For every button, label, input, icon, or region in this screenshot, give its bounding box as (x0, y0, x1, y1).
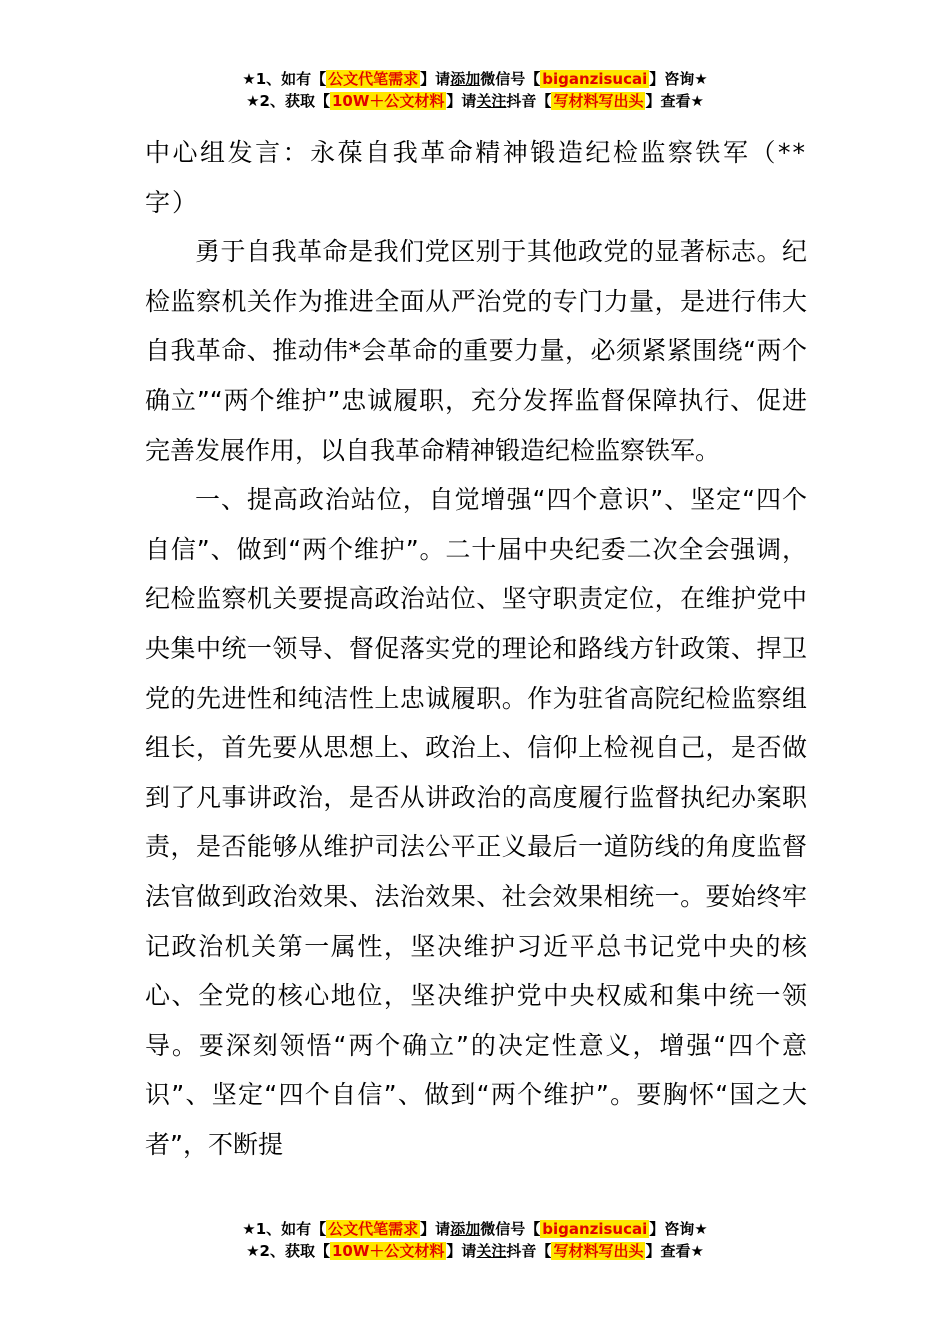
footer-banner (0, 1218, 950, 1262)
banner-text: ★2、获取【 (246, 92, 330, 110)
banner-text: 抖音【 (506, 92, 552, 110)
banner-highlight: 10W＋公文材料 (331, 1242, 445, 1260)
header-banner (0, 68, 950, 112)
banner-line-1 (0, 1218, 950, 1240)
banner-text: 微信号【 (480, 1220, 541, 1238)
banner-text: 】请 (446, 1242, 477, 1260)
banner-text: 】请 (420, 70, 451, 88)
banner-line-2 (0, 1240, 950, 1262)
banner-text: 】查看★ (645, 1242, 704, 1260)
banner-text: 微信号【 (480, 70, 541, 88)
document-title: 中心组发言：永葆自我革命精神锻造纪检监察铁军（**字） (145, 138, 807, 217)
banner-highlight: 公文代笔需求 (328, 1220, 419, 1238)
paragraph-intro: 勇于自我革命是我们党区别于其他政党的显著标志。纪检监察机关作为推进全面从严治党的专门力量，是进行伟大自我革命、推动伟*会革命的重要力量，必须紧紧围绕“两个确立”“两个维护”忠诚履职，充分发挥监督保障执行、促进完善发展作用，以自我革命精神锻造纪检监察铁军。 (145, 237, 807, 465)
banner-text: 】请 (420, 1220, 451, 1238)
banner-highlight: 10W＋公文材料 (331, 92, 445, 110)
banner-text: 】咨询★ (649, 70, 708, 88)
banner-underlined: 关注 (476, 92, 507, 110)
banner-text: 】查看★ (645, 92, 704, 110)
document-body (145, 128, 807, 1169)
banner-text: 】咨询★ (649, 1220, 708, 1238)
banner-text: 】请 (446, 92, 477, 110)
banner-highlight: 写材料写出头 (553, 92, 644, 110)
banner-underlined: 添加 (450, 1220, 481, 1238)
banner-line-2 (0, 90, 950, 112)
banner-highlight: biganzisucai (542, 1220, 648, 1238)
paragraph-section-1: 一、提高政治站位，自觉增强“四个意识”、坚定“四个自信”、做到“两个维护”。二十届中央纪委二次全会强调，纪检监察机关要提高政治站位、坚守职责定位，在维护党中央集中统一领导、督促落实党的理论和路线方针政策、捍卫党的先进性和纯洁性上忠诚履职。作为驻省高院纪检监察组组长，首先要从思想上、政治上、信仰上检视自己，是否做到了凡事讲政治，是否从讲政治的高度履行监督执纪办案职责，是否能够从维护司法公平正义最后一道防线的角度监督法官做到政治效果、法治效果、社会效果相统一。要始终牢记政治机关第一属性，坚决维护习近平总书记党中央的核心、全党的核心地位，坚决维护党中央权威和集中统一领导。要深刻领悟“两个确立”的决定性意义，增强“四个意识”、坚定“四个自信”、做到“两个维护”。要胸怀“国之大者”，不断提 (145, 485, 807, 1159)
banner-underlined: 关注 (476, 1242, 507, 1260)
banner-highlight: biganzisucai (542, 70, 648, 88)
banner-underlined: 添加 (450, 70, 481, 88)
banner-text: ★1、如有【 (242, 1220, 327, 1238)
banner-text: 抖音【 (506, 1242, 552, 1260)
banner-line-1 (0, 68, 950, 90)
banner-text: ★2、获取【 (246, 1242, 330, 1260)
banner-text: ★1、如有【 (242, 70, 327, 88)
banner-highlight: 公文代笔需求 (328, 70, 419, 88)
banner-highlight: 写材料写出头 (553, 1242, 644, 1260)
